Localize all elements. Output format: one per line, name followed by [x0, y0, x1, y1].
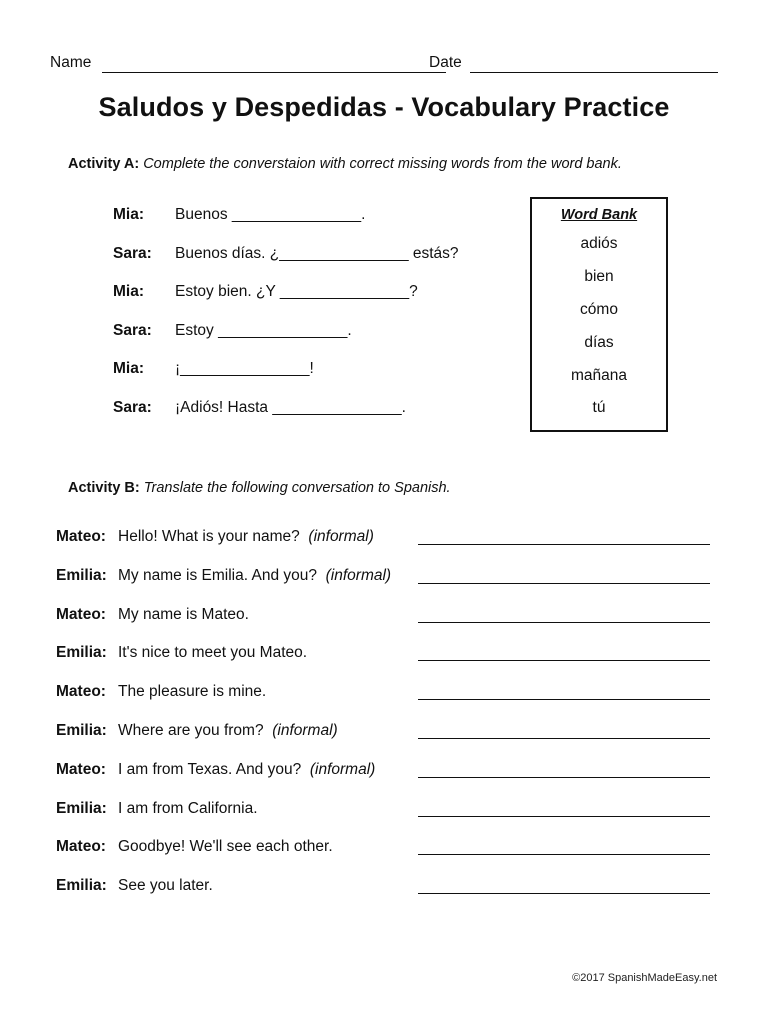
dialog-text: Estoy bien. ¿Y _______________?	[175, 283, 418, 301]
date-label: Date	[429, 54, 462, 71]
word-bank-word: días	[584, 333, 614, 351]
activity-a-heading	[68, 156, 622, 172]
dialog-text: ¡Adiós! Hasta _______________.	[175, 398, 406, 416]
speaker-label: Mateo:	[56, 605, 106, 623]
speaker-label: Mia:	[113, 283, 144, 301]
prompt-sentence: Hello! What is your name?	[118, 528, 300, 545]
register-note: (informal)	[272, 721, 338, 739]
translation-line	[56, 722, 716, 761]
date-field-line[interactable]	[470, 72, 718, 73]
activity-b-label: Activity B:	[68, 480, 140, 496]
activity-b-heading	[68, 480, 451, 496]
prompt-text	[118, 800, 258, 818]
translation-line	[56, 761, 716, 800]
dialog-text: Estoy _______________.	[175, 321, 352, 339]
word-bank-box	[530, 197, 668, 432]
speaker-label: Emilia:	[56, 644, 107, 662]
page-title: Saludos y Despedidas - Vocabulary Practice	[98, 92, 670, 122]
worksheet-header	[50, 54, 718, 76]
word-bank-title: Word Bank	[560, 207, 638, 223]
prompt-sentence: My name is Mateo.	[118, 605, 249, 623]
answer-line[interactable]	[418, 622, 710, 623]
prompt-text	[118, 838, 333, 856]
prompt-sentence: See you later.	[118, 877, 213, 895]
prompt-text	[118, 528, 374, 546]
prompt-sentence: Where are you from?	[118, 721, 264, 739]
prompt-sentence: My name is Emilia. And you?	[118, 566, 318, 584]
prompt-sentence: It's nice to meet you Mateo.	[118, 644, 308, 662]
translation-line	[56, 683, 716, 722]
copyright-footer: ©2017 SpanishMadeEasy.net	[572, 972, 717, 984]
name-field-line[interactable]	[102, 72, 446, 73]
speaker-label: Emilia:	[56, 877, 107, 895]
speaker-label: Mia:	[113, 206, 144, 223]
speaker-label: Emilia:	[56, 721, 107, 739]
prompt-sentence: Goodbye! We'll see each other.	[118, 838, 333, 856]
answer-line[interactable]	[418, 893, 710, 894]
word-bank-word: adiós	[580, 235, 618, 252]
translation-line	[56, 567, 716, 606]
prompt-text	[118, 567, 391, 585]
dialog-line	[113, 399, 513, 438]
speaker-label: Sara:	[113, 321, 152, 339]
answer-line[interactable]	[418, 777, 710, 778]
translation-line	[56, 644, 716, 683]
dialog-line	[113, 206, 513, 245]
answer-line[interactable]	[418, 583, 710, 584]
prompt-text	[118, 644, 307, 662]
speaker-label: Sara:	[113, 398, 152, 416]
speaker-label: Mateo:	[56, 528, 106, 545]
translation-line	[56, 800, 716, 839]
translation-line	[56, 528, 716, 567]
prompt-text	[118, 761, 375, 779]
speaker-label: Emilia:	[56, 799, 107, 817]
answer-line[interactable]	[418, 854, 710, 855]
speaker-label: Emilia:	[56, 566, 107, 584]
speaker-label: Mateo:	[56, 838, 106, 856]
dialog-text: ¡_______________!	[175, 360, 314, 378]
dialog-line	[113, 283, 513, 322]
prompt-sentence: The pleasure is mine.	[118, 683, 267, 701]
activity-a-label: Activity A:	[68, 156, 140, 172]
dialog-line	[113, 245, 513, 284]
word-bank-word: bien	[584, 267, 614, 285]
answer-line[interactable]	[418, 816, 710, 817]
speaker-label: Mateo:	[56, 683, 106, 701]
answer-line[interactable]	[418, 699, 710, 700]
register-note: (informal)	[325, 566, 392, 584]
speaker-label: Sara:	[113, 244, 152, 262]
dialog-text: Buenos _______________.	[175, 206, 366, 223]
prompt-text	[118, 722, 338, 740]
speaker-label: Mia:	[113, 360, 144, 378]
prompt-text	[118, 606, 249, 624]
activity-b-dialog	[56, 528, 716, 916]
prompt-text	[118, 877, 213, 895]
name-label: Name	[50, 54, 92, 71]
speaker-label: Mateo:	[56, 760, 106, 778]
activity-a-dialog	[113, 206, 513, 438]
translation-line	[56, 606, 716, 645]
prompt-sentence: I am from Texas. And you?	[118, 760, 302, 778]
translation-line	[56, 877, 716, 916]
activity-a-instructions: Complete the converstaion with correct missing words from the word bank.	[143, 156, 622, 172]
translation-line	[56, 838, 716, 877]
answer-line[interactable]	[418, 660, 710, 661]
dialog-text: Buenos días. ¿_______________ estás?	[175, 244, 459, 262]
dialog-line	[113, 322, 513, 361]
word-bank-word: cómo	[580, 300, 618, 318]
word-bank-word: tú	[592, 399, 606, 417]
answer-line[interactable]	[418, 544, 710, 545]
register-note: (informal)	[308, 528, 374, 545]
word-bank-word: mañana	[570, 366, 627, 384]
register-note: (informal)	[309, 760, 376, 778]
prompt-sentence: I am from California.	[118, 799, 258, 817]
activity-b-instructions: Translate the following conversation to Spanish.	[143, 480, 451, 496]
answer-line[interactable]	[418, 738, 710, 739]
prompt-text	[118, 683, 266, 701]
dialog-line	[113, 360, 513, 399]
